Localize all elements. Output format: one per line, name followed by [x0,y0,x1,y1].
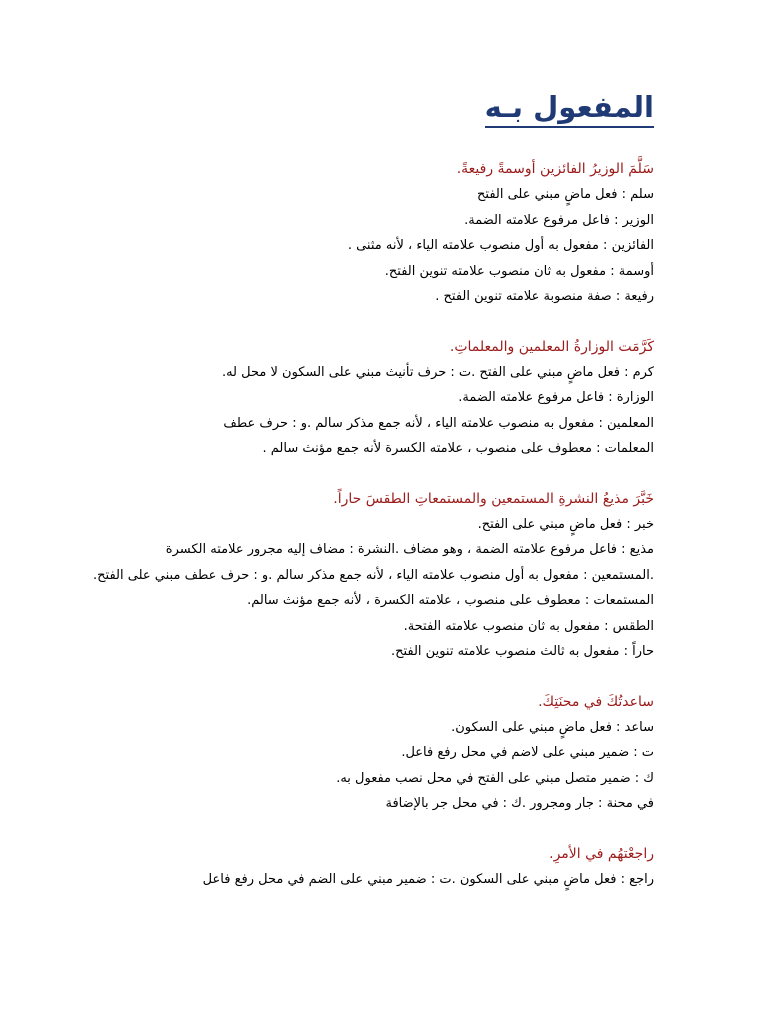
parsing-line: ك : ضمير متصل مبني على الفتح في محل نصب مفعول به. [336,770,654,786]
section-5 [60,841,654,893]
parsing-line: .المستمعين : مفعول به أول منصوب علامته الياء ، لأنه جمع مذكر سالم .و : حرف عطف مبني على الفتح. [93,567,654,583]
parsing-line: المستمعات : معطوف على منصوب ، علامته الكسرة ، لأنه جمع مؤنث سالم. [247,593,654,608]
example-sentence: كَرَّمَت الوزارةُ المعلمين والمعلماتِ. [449,338,654,355]
page-title: المفعول بـه [485,88,654,128]
title-wrap [60,88,654,156]
example-sentence: خَبَّرَ مذيعُ النشرةِ المستمعين والمستمعاتِ الطقسَ حاراً. [333,490,654,507]
parsing-line: المعلمات : معطوف على منصوب ، علامته الكسرة لأنه جمع مؤنث سالم . [262,441,654,456]
parsing-line: ت : ضمير مبني على لاضم في محل رفع فاعل. [401,745,654,760]
parsing-line: سلم : فعل ماضٍ مبني على الفتح [477,187,654,202]
parsing-line: ساعد : فعل ماضٍ مبني على السكون. [451,719,654,735]
parsing-line: رفيعة : صفة منصوبة علامته تنوين الفتح . [435,289,654,304]
parsing-line: حاراً : مفعول به ثالث منصوب علامته تنوين الفتح. [390,644,654,659]
parsing-line: الطقس : مفعول به ثان منصوب علامته الفتحة. [403,618,654,634]
parsing-line: مذيع : فاعل مرفوع علامته الضمة ، وهو مضاف .النشرة : مضاف إليه مجرور علامته الكسرة [165,542,654,557]
section-3 [60,486,654,665]
section-1 [60,156,654,310]
section-2 [60,334,654,462]
parsing-line: كرم : فعل ماضٍ مبني على الفتح .ت : حرف تأنيث مبني على السكون لا محل له. [221,364,654,380]
parsing-line: الوزير : فاعل مرفوع علامته الضمة. [464,212,654,228]
parsing-line: الوزارة : فاعل مرفوع علامته الضمة. [458,390,654,405]
parsing-line: المعلمين : مفعول به منصوب علامته الياء ، لأنه جمع مذكر سالم .و : حرف عطف [223,415,654,431]
parsing-line: الفائزين : مفعول به أول منصوب علامته الياء ، لأنه مثنى . [347,238,654,253]
example-sentence: راجعْتهُم في الأمرِ. [549,845,654,862]
parsing-line: في محنة : جار ومجرور .ك : في محل جر بالإضافة [385,796,654,811]
example-sentence: ساعدتُكَ في محنَتِكَ. [538,693,654,710]
section-4 [60,689,654,817]
parsing-line: أوسمة : مفعول به ثان منصوب علامته تنوين الفتح. [384,263,654,279]
parsing-line: راجع : فعل ماضٍ مبني على السكون .ت : ضمير مبني على الضم في محل رفع فاعل [202,871,654,887]
parsing-line: خبر : فعل ماضٍ مبني على الفتح. [477,516,654,532]
example-sentence: سَلَّمَ الوزيرُ الفائزين أوسمةً رفيعةً. [456,161,654,177]
